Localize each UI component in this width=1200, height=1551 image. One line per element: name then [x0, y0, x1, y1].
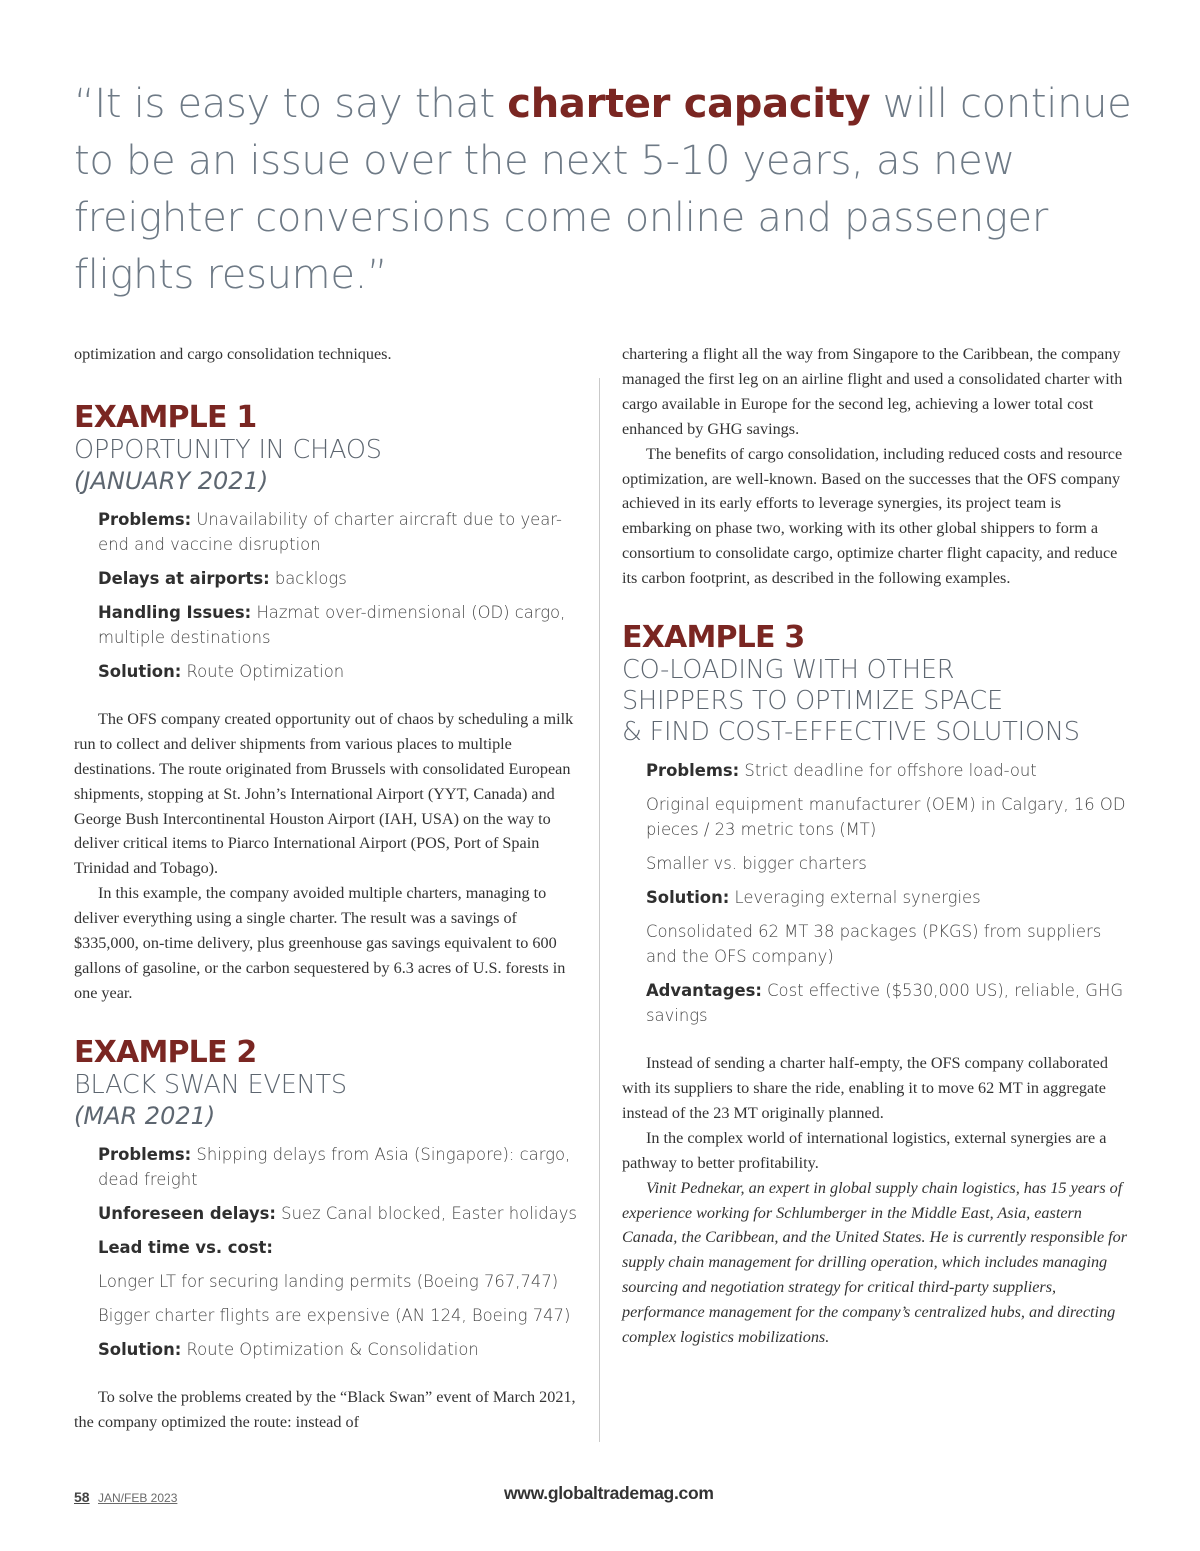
example-3-facts: [622, 758, 1132, 1028]
example-3-paragraph-1: Instead of sending a charter half-empty, the OFS company collaborated with its suppliers to share the ride, enabling it to move 62 MT in aggregate instead of the 23 MT originally planned.: [622, 1054, 1108, 1122]
fact-item: Bigger charter flights are expensive (AN 124, Boeing 747): [98, 1305, 571, 1325]
author-bio: Vinit Pednekar, an expert in global supply chain logistics, has 15 years of experience working for Schlumberger in the Middle East, Asia, eastern Canada, the Caribbean, and the United States. He is currently responsible for supply chain management for drilling operation, which includes managing sourcing and negotiation strategy for critical third-party suppliers, performance management for the company’s centralized hubs, and directing complex logistics mobilizations.: [622, 1178, 1128, 1347]
fact-item: Solution: Route Optimization: [98, 661, 345, 681]
example-1-date: (JANUARY 2021): [74, 466, 269, 495]
fact-item: Advantages: Cost effective ($530,000 US), reliable, GHG savings: [646, 981, 1124, 1026]
example-3-title-line-3: & FIND COST-EFFECTIVE SOLUTIONS: [622, 717, 1080, 748]
example-3-heading: EXAMPLE 3: [622, 620, 805, 656]
fact-item: Longer LT for securing landing permits (Boeing 767,747): [98, 1271, 559, 1291]
quote-text-before: “It is easy to say that: [74, 81, 508, 127]
example-1-title: OPPORTUNITY IN CHAOS: [74, 434, 382, 465]
example-2-facts: [74, 1142, 580, 1362]
example-2-date: (MAR 2021): [74, 1101, 216, 1130]
example-3-title-line-2: SHIPPERS TO OPTIMIZE SPACE: [622, 686, 1003, 717]
quote-highlight: charter capacity: [507, 81, 871, 127]
fact-item: Lead time vs. cost:: [98, 1237, 273, 1257]
example-1-facts: [74, 507, 580, 684]
example-3-title-line-1: CO-LOADING WITH OTHER: [622, 655, 955, 686]
fact-item: Consolidated 62 MT 38 packages (PKGS) from suppliers and the OFS company): [646, 922, 1102, 967]
fact-item: Handling Issues: Hazmat over-dimensional (OD) cargo, multiple destinations: [98, 602, 566, 647]
column-divider: [599, 378, 600, 1442]
left-column: [74, 342, 580, 1435]
pull-quote: [74, 76, 1134, 304]
fact-item: Solution: Leveraging external synergies: [646, 888, 981, 908]
example-1-paragraph-2: In this example, the company avoided multiple charters, managing to deliver everything using a single charter. The result was a savings of $335,000, on-time delivery, plus greenhouse gas savings equivalent to 600 gallons of gasoline, or the carbon sequestered by 6.3 acres of U.S. forests in one year.: [74, 884, 566, 1002]
intro-paragraph: optimization and cargo consolidation techniques.: [74, 345, 392, 363]
continued-paragraph: chartering a flight all the way from Singapore to the Caribbean, the company managed the first leg on an airline flight and used a consolidated charter with cargo available in Europe for the second leg, achieving a lower total cost enhanced by GHG savings.: [622, 345, 1123, 438]
example-1-heading: EXAMPLE 1: [74, 399, 257, 435]
fact-item: Smaller vs. bigger charters: [646, 854, 867, 874]
example-2-paragraph-1: To solve the problems created by the “Black Swan” event of March 2021, the company optimized the route: instead of: [74, 1387, 576, 1431]
fact-item: Problems: Unavailability of charter aircraft due to year-end and vaccine disruption: [98, 509, 562, 554]
issue-date: JAN/FEB 2023: [98, 1491, 178, 1505]
right-column: [622, 342, 1132, 1350]
website-link[interactable]: www.globaltrademag.com: [504, 1483, 714, 1503]
quote-text-after: will continue to be an issue over the next 5-10 years, as new freighter conversions come online and passenger flights resume.”: [74, 81, 1132, 298]
fact-item: Unforeseen delays: Suez Canal blocked, Easter holidays: [98, 1203, 577, 1223]
example-2-title: BLACK SWAN EVENTS: [74, 1069, 347, 1100]
page-number: 58: [74, 1489, 90, 1505]
fact-item: Solution: Route Optimization & Consolidation: [98, 1339, 479, 1359]
fact-item: Problems: Shipping delays from Asia (Singapore): cargo, dead freight: [98, 1144, 571, 1189]
page-footer: [74, 1483, 1134, 1507]
benefits-paragraph: The benefits of cargo consolidation, including reduced costs and resource optimization, are well-known. Based on the successes that the OFS company achieved in its early efforts to leverage synergies, its project team is embarking on phase two, working with its other global shippers to form a consortium to consolidate cargo, optimize charter flight capacity, and reduce its carbon footprint, as described in the following examples.: [622, 444, 1123, 588]
fact-item: Original equipment manufacturer (OEM) in Calgary, 16 OD pieces / 23 metric tons (MT): [646, 795, 1126, 840]
example-3-paragraph-2: In the complex world of international logistics, external synergies are a pathway to better profitability.: [622, 1128, 1107, 1172]
fact-item: Problems: Strict deadline for offshore load-out: [646, 761, 1037, 781]
example-1-paragraph-1: The OFS company created opportunity out of chaos by scheduling a milk run to collect and deliver shipments from various places to multiple destinations. The route originated from Brussels with consolidated European shipments, stopping at St. John’s International Airport (YYT, Canada) and George Bush Intercontinental Houston Airport (IAH, USA) on the way to deliver critical items to Piarco International Airport (POS, Port of Spain Trinidad and Tobago).: [74, 709, 574, 878]
fact-item: Delays at airports: backlogs: [98, 568, 347, 588]
example-2-heading: EXAMPLE 2: [74, 1034, 257, 1070]
